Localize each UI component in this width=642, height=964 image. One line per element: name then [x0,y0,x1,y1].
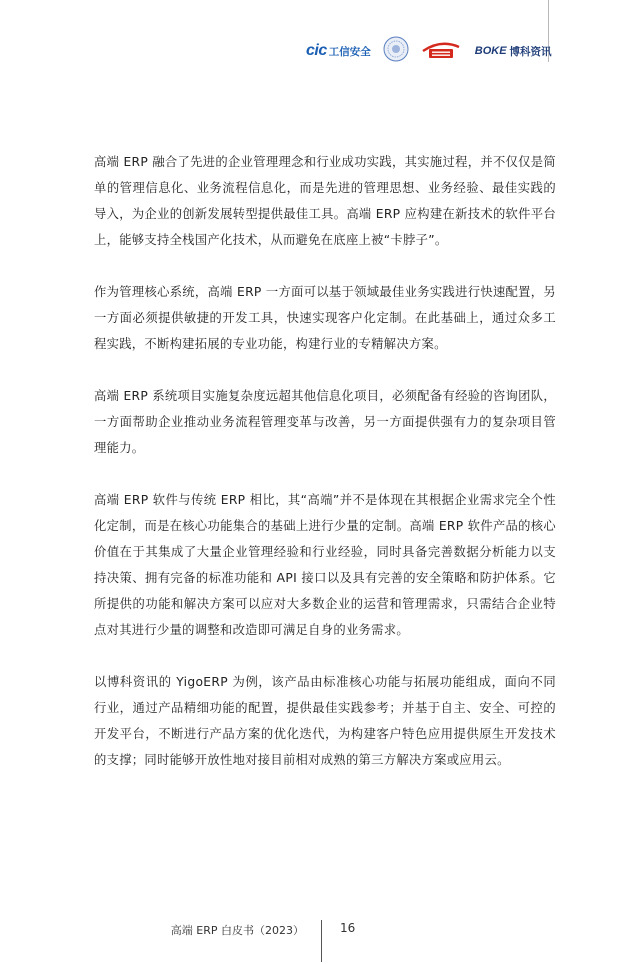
footer-doc-title: 高端 ERP 白皮书（2023） [170,924,304,937]
cic-logo [306,42,371,60]
paragraph: 作为管理核心系统，高端 ERP 一方面可以基于领域最佳业务实践进行快速配置，另一方面必须提供敏捷的开发工具，快速实现客户化定制。在此基础上，通过众多工程实践，不断构建拓展的专业功能，构建行业的专精解决方案。 [94,285,556,351]
boke-logo [475,44,552,59]
paragraph: 高端 ERP 融合了先进的企业管理理念和行业成功实践，其实施过程，并不仅仅是简单的管理信息化、业务流程信息化，而是先进的管理思想、业务经验、最佳实践的导入，为企业的创新发展转型提供最佳工具。高端 ERP 应构建在新技术的软件平台上，能够支持全栈国产化技术，从而避免在底座上被“卡脖子”。 [94,155,556,247]
page-number: 16 [340,921,356,935]
boke-logo-text: 博科资讯 [509,45,552,58]
page-footer [0,920,642,964]
footer-divider [321,920,322,962]
body-text [94,149,556,799]
paragraph: 高端 ERP 软件与传统 ERP 相比，其“高端”并不是体现在其根据企业需求完全个性化定制，而是在核心功能集合的基础上进行少量的定制。高端 ERP 软件产品的核心价值在于其集成了大量企业管理经验和行业经验，同时具备完善数据分析能力以支持决策、拥有完备的标准功能和 API 接口以及具有完善的安全策略和防护体系。它所提供的功能和解决方案可以应对大多数企业的运营和管理需求，只需结合企业特点对其进行少量的调整和改造即可满足自身的业务需求。 [94,493,556,637]
boke-logo-mark: BOKE [474,45,507,57]
red-brand-logo [421,37,461,65]
cic-logo-text: 工信安全 [328,45,371,58]
cic-logo-mark: cic [306,42,327,59]
paragraph: 高端 ERP 系统项目实施复杂度远超其他信息化项目，必须配备有经验的咨询团队，一方面帮助企业推动业务流程管理变革与改善，另一方面提供强有力的复杂项目管理能力。 [94,389,556,455]
paragraph: 以博科资讯的 YigoERP 为例，该产品由标准核心功能与拓展功能组成，面向不同行业，通过产品精细功能的配置，提供最佳实践参考；并基于自主、安全、可控的开发平台，不断进行产品方案的优化迭代，为构建客户特色应用提供原生开发技术的支撑；同时能够开放性地对接目前相对成熟的第三方解决方案或应用云。 [94,675,556,767]
seal-logo-icon [383,36,409,66]
header-logos [306,36,552,66]
